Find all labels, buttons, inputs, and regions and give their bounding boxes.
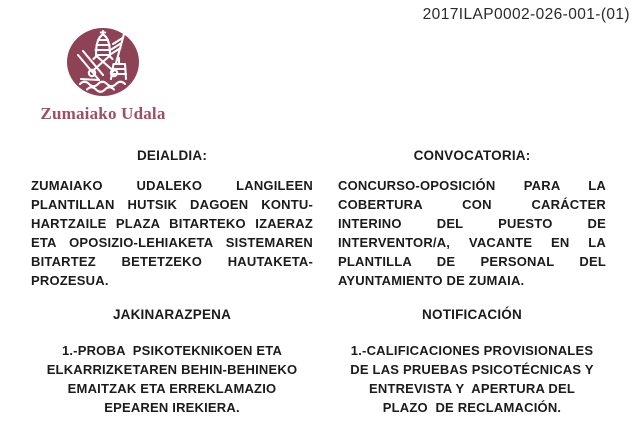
text-line: BITARTEZ BETETZEKO HAUTAKETA- bbox=[31, 254, 313, 269]
notification-item-basque bbox=[31, 341, 313, 417]
text-line: COBERTURA CON CARÁCTER bbox=[338, 197, 606, 212]
text-line: ELKARRIZKETAREN BEHIN-BEHINEKO bbox=[46, 362, 298, 377]
text-line: AYUNTAMIENTO DE ZUMAIA. bbox=[338, 273, 525, 288]
subheading-notificacion: NOTIFICACIÓN bbox=[422, 307, 522, 322]
text-line: PLANTILLA DE PERSONAL DEL bbox=[338, 254, 606, 269]
organization-name: Zumaiako Udala bbox=[40, 104, 166, 123]
text-line: EMAITZAK ETA ERREKLAMAZIO bbox=[67, 381, 277, 396]
text-line: 1.-PROBA PSIKOTEKNIKOEN ETA bbox=[61, 343, 283, 358]
text-line: ETA OPOSIZIO-LEHIAKETA SISTEMAREN bbox=[31, 235, 313, 250]
text-line: EPEAREN IREKIERA. bbox=[104, 400, 240, 415]
text-line: ENTREVISTA Y APERTURA DEL bbox=[368, 381, 575, 396]
column-spanish bbox=[338, 146, 606, 417]
text-line: CONCURSO-OPOSICIÓN PARA LA bbox=[338, 178, 606, 193]
text-line: DE LAS PRUEBAS PSICOTÉCNICAS Y bbox=[350, 362, 594, 377]
heading-deialdia: DEIALDIA: bbox=[136, 148, 208, 163]
column-basque bbox=[31, 146, 313, 417]
text-line: ZUMAIAKO UDALEKO LANGILEEN bbox=[31, 178, 313, 193]
text-line: PLANTILLAN HUTSIK DAGOEN KONTU- bbox=[31, 197, 313, 212]
document-reference-number: 2017ILAP0002-026-001-(01) bbox=[422, 6, 630, 23]
text-line: INTERINO DEL PUESTO DE bbox=[338, 216, 606, 231]
heading-convocatoria: CONVOCATORIA: bbox=[413, 148, 531, 163]
text-line: HARTZAILE PLAZA BITARTEKO IZAERAZ bbox=[31, 216, 313, 231]
notification-item-spanish bbox=[338, 341, 606, 417]
announcement-paragraph-basque bbox=[31, 176, 313, 290]
text-line: 1.-CALIFICACIONES PROVISIONALES bbox=[350, 343, 594, 358]
announcement-paragraph-spanish bbox=[338, 176, 606, 290]
text-line: PLAZO DE RECLAMACIÓN. bbox=[382, 400, 562, 415]
municipality-logo bbox=[33, 27, 173, 124]
text-line: INTERVENTOR/A, VACANTE EN LA bbox=[338, 235, 606, 250]
text-line: PROZESUA. bbox=[31, 273, 109, 288]
subheading-jakinarazpena: JAKINARAZPENA bbox=[112, 307, 232, 322]
zumaia-coat-of-arms-icon bbox=[65, 27, 141, 97]
